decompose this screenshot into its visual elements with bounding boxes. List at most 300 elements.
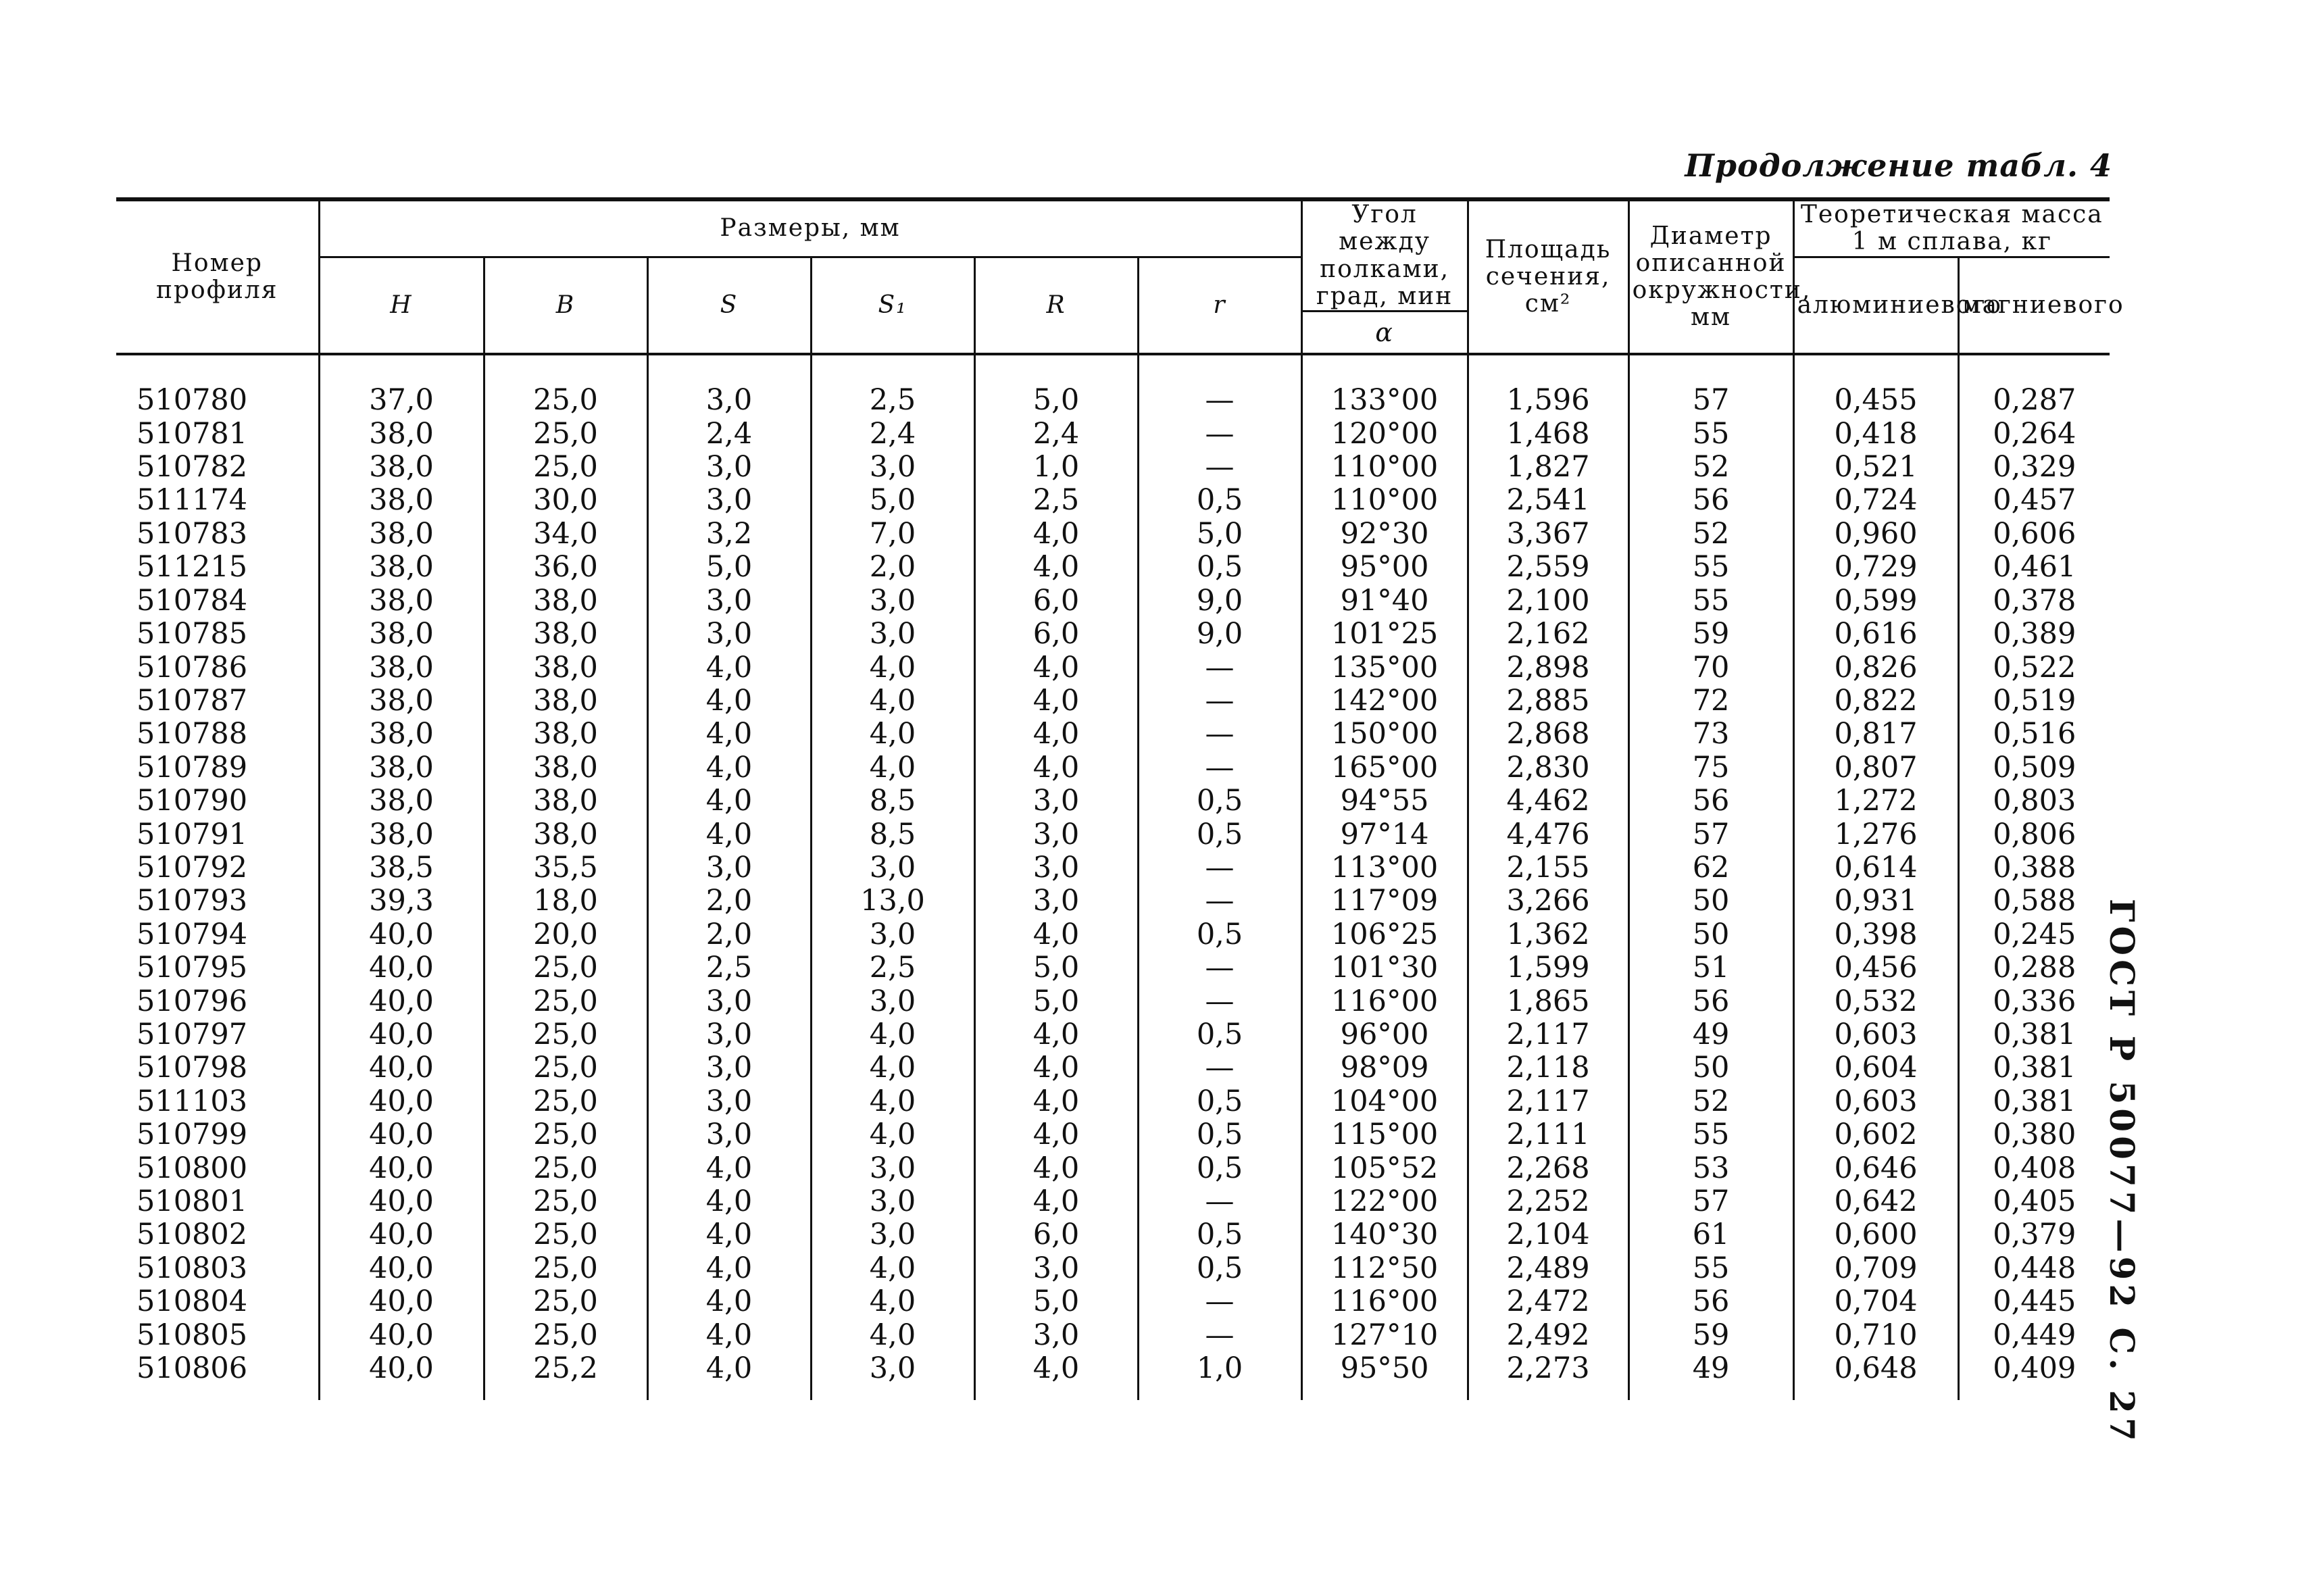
- header-angle: Угол между полками, град, мин: [1301, 199, 1468, 311]
- cell-mass-aluminum: 0,826: [1793, 651, 1958, 684]
- cell-r: —: [1138, 1185, 1301, 1218]
- cell-profile-number: 510798: [136, 1051, 248, 1085]
- cell-area: 3,266: [1468, 884, 1628, 918]
- cell-S: 4,0: [647, 1252, 811, 1285]
- cell-R: 3,0: [974, 851, 1138, 884]
- cell-S1: 3,0: [811, 451, 974, 484]
- cell-mass-magnesium: 0,379: [1958, 1218, 2110, 1251]
- cell-B: 34,0: [484, 518, 647, 551]
- cell-area: 2,111: [1468, 1118, 1628, 1151]
- cell-area: 2,472: [1468, 1285, 1628, 1318]
- cell-mass-magnesium: 0,336: [1958, 985, 2110, 1018]
- cell-S: 4,0: [647, 718, 811, 751]
- cell-angle: 133°00: [1301, 384, 1468, 417]
- table-row: [116, 618, 2110, 651]
- cell-S: 3,0: [647, 851, 811, 884]
- cell-B: 18,0: [484, 884, 647, 918]
- cell-profile-number: 511103: [136, 1084, 248, 1118]
- cell-S1: 3,0: [811, 985, 974, 1018]
- cell-diameter: 55: [1628, 418, 1793, 451]
- cell-H: 38,0: [319, 618, 484, 651]
- cell-diameter: 75: [1628, 751, 1793, 784]
- cell-H: 38,0: [319, 451, 484, 484]
- cell-angle: 94°55: [1301, 784, 1468, 818]
- cell-H: 38,0: [319, 651, 484, 684]
- cell-S1: 2,5: [811, 384, 974, 417]
- cell-mass-magnesium: 0,288: [1958, 951, 2110, 984]
- cell-S: 3,0: [647, 1085, 811, 1118]
- cell-diameter: 56: [1628, 1285, 1793, 1318]
- cell-S1: 4,0: [811, 1085, 974, 1118]
- cell-R: 3,0: [974, 1319, 1138, 1352]
- cell-S1: 4,0: [811, 751, 974, 784]
- spacer-cell: [1958, 354, 2110, 384]
- cell-mass-magnesium: 0,457: [1958, 484, 2110, 517]
- spacer-cell: [1628, 354, 1793, 384]
- cell-diameter: 49: [1628, 1352, 1793, 1400]
- cell-r: 1,0: [1138, 1352, 1301, 1400]
- cell-r: —: [1138, 951, 1301, 984]
- header-area: Площадь сечения, см²: [1468, 199, 1628, 354]
- cell-angle: 120°00: [1301, 418, 1468, 451]
- cell-diameter: 55: [1628, 584, 1793, 618]
- cell-diameter: 50: [1628, 918, 1793, 951]
- table-row: [116, 951, 2110, 984]
- cell-angle: 101°25: [1301, 618, 1468, 651]
- cell-area: 2,104: [1468, 1218, 1628, 1251]
- cell-S1: 3,0: [811, 1185, 974, 1218]
- cell-B: 25,0: [484, 1118, 647, 1151]
- cell-profile-number: 510799: [136, 1118, 248, 1152]
- cell-R: 4,0: [974, 1185, 1138, 1218]
- cell-diameter: 55: [1628, 551, 1793, 584]
- table-row: [116, 1218, 2110, 1251]
- cell-S: 3,0: [647, 484, 811, 517]
- cell-r: 9,0: [1138, 584, 1301, 618]
- cell-S1: 4,0: [811, 1018, 974, 1051]
- cell-profile-number: 510791: [136, 817, 248, 851]
- cell-H: 40,0: [319, 1185, 484, 1218]
- cell-R: 6,0: [974, 618, 1138, 651]
- header-dimensions: Размеры, мм: [319, 199, 1301, 257]
- header-alpha: α: [1301, 311, 1468, 355]
- cell-profile-number: 510788: [136, 717, 248, 751]
- cell-H: 40,0: [319, 918, 484, 951]
- cell-H: 40,0: [319, 1252, 484, 1285]
- cell-area: 2,885: [1468, 684, 1628, 718]
- cell-diameter: 70: [1628, 651, 1793, 684]
- cell-S1: 5,0: [811, 484, 974, 517]
- cell-mass-magnesium: 0,381: [1958, 1051, 2110, 1084]
- cell-area: 2,541: [1468, 484, 1628, 517]
- header-r: r: [1138, 257, 1301, 354]
- cell-S: 2,5: [647, 951, 811, 984]
- cell-area: 1,599: [1468, 951, 1628, 984]
- cell-r: 5,0: [1138, 518, 1301, 551]
- cell-R: 6,0: [974, 1218, 1138, 1251]
- cell-S1: 3,0: [811, 918, 974, 951]
- cell-mass-magnesium: 0,519: [1958, 684, 2110, 718]
- cell-mass-magnesium: 0,405: [1958, 1185, 2110, 1218]
- cell-S1: 4,0: [811, 684, 974, 718]
- table-row: [116, 1152, 2110, 1185]
- cell-diameter: 61: [1628, 1218, 1793, 1251]
- cell-mass-aluminum: 0,807: [1793, 751, 1958, 784]
- cell-H: 40,0: [319, 1152, 484, 1185]
- cell-mass-magnesium: 0,264: [1958, 418, 2110, 451]
- cell-angle: 127°10: [1301, 1319, 1468, 1352]
- cell-H: 38,0: [319, 551, 484, 584]
- cell-mass-aluminum: 0,642: [1793, 1185, 1958, 1218]
- cell-mass-magnesium: 0,381: [1958, 1085, 2110, 1118]
- cell-B: 25,0: [484, 1252, 647, 1285]
- cell-H: 40,0: [319, 1051, 484, 1084]
- cell-mass-magnesium: 0,803: [1958, 784, 2110, 818]
- cell-profile-number: 510795: [136, 951, 248, 985]
- cell-H: 40,0: [319, 985, 484, 1018]
- cell-r: 0,5: [1138, 918, 1301, 951]
- cell-S: 3,0: [647, 384, 811, 417]
- cell-diameter: 56: [1628, 484, 1793, 517]
- cell-area: 4,476: [1468, 818, 1628, 851]
- cell-mass-magnesium: 0,381: [1958, 1018, 2110, 1051]
- cell-r: 0,5: [1138, 1152, 1301, 1185]
- cell-mass-magnesium: 0,588: [1958, 884, 2110, 918]
- cell-B: 38,0: [484, 684, 647, 718]
- cell-R: 5,0: [974, 384, 1138, 417]
- table-row: [116, 718, 2110, 751]
- spacer-cell: [647, 354, 811, 384]
- cell-S: 2,0: [647, 884, 811, 918]
- cell-diameter: 56: [1628, 784, 1793, 818]
- cell-S1: 4,0: [811, 1051, 974, 1084]
- cell-R: 4,0: [974, 518, 1138, 551]
- cell-profile-number: 510783: [136, 516, 248, 551]
- table-row: [116, 851, 2110, 884]
- cell-mass-magnesium: 0,389: [1958, 618, 2110, 651]
- cell-profile-number: 510804: [136, 1285, 248, 1319]
- cell-H: 40,0: [319, 1018, 484, 1051]
- cell-area: 2,252: [1468, 1185, 1628, 1218]
- cell-S1: 3,0: [811, 851, 974, 884]
- cell-mass-magnesium: 0,509: [1958, 751, 2110, 784]
- cell-area: 2,559: [1468, 551, 1628, 584]
- cell-mass-aluminum: 0,931: [1793, 884, 1958, 918]
- cell-S: 2,4: [647, 418, 811, 451]
- table-row: [116, 884, 2110, 918]
- cell-mass-magnesium: 0,449: [1958, 1319, 2110, 1352]
- cell-mass-magnesium: 0,606: [1958, 518, 2110, 551]
- spacer-cell: [974, 354, 1138, 384]
- cell-R: 1,0: [974, 451, 1138, 484]
- cell-r: 0,5: [1138, 1085, 1301, 1118]
- cell-mass-magnesium: 0,448: [1958, 1252, 2110, 1285]
- cell-diameter: 57: [1628, 818, 1793, 851]
- spacer-cell: [1138, 354, 1301, 384]
- table-row: [116, 384, 2110, 417]
- table-row: [116, 418, 2110, 451]
- cell-r: —: [1138, 451, 1301, 484]
- cell-S: 3,0: [647, 451, 811, 484]
- cell-mass-aluminum: 0,822: [1793, 684, 1958, 718]
- cell-B: 35,5: [484, 851, 647, 884]
- cell-area: 1,865: [1468, 985, 1628, 1018]
- cell-H: 38,0: [319, 584, 484, 618]
- cell-S1: 3,0: [811, 618, 974, 651]
- cell-S1: 7,0: [811, 518, 974, 551]
- cell-diameter: 57: [1628, 1185, 1793, 1218]
- cell-B: 25,0: [484, 384, 647, 417]
- cell-angle: 104°00: [1301, 1085, 1468, 1118]
- cell-r: —: [1138, 651, 1301, 684]
- cell-mass-aluminum: 0,817: [1793, 718, 1958, 751]
- table-row: [116, 551, 2110, 584]
- cell-mass-aluminum: 1,276: [1793, 818, 1958, 851]
- header-B: B: [484, 257, 647, 354]
- cell-area: 2,492: [1468, 1319, 1628, 1352]
- cell-profile-number: 510787: [136, 683, 248, 718]
- cell-H: 40,0: [319, 1285, 484, 1318]
- cell-H: 40,0: [319, 1218, 484, 1251]
- cell-B: 38,0: [484, 818, 647, 851]
- table-header: [116, 199, 2124, 354]
- cell-area: 2,868: [1468, 718, 1628, 751]
- cell-S: 3,0: [647, 584, 811, 618]
- cell-S: 4,0: [647, 818, 811, 851]
- cell-mass-magnesium: 0,445: [1958, 1285, 2110, 1318]
- cell-angle: 116°00: [1301, 1285, 1468, 1318]
- cell-H: 38,0: [319, 418, 484, 451]
- cell-R: 4,0: [974, 684, 1138, 718]
- cell-mass-aluminum: 0,614: [1793, 851, 1958, 884]
- cell-S1: 2,5: [811, 951, 974, 984]
- cell-r: 0,5: [1138, 1252, 1301, 1285]
- cell-angle: 105°52: [1301, 1152, 1468, 1185]
- cell-angle: 165°00: [1301, 751, 1468, 784]
- cell-R: 2,4: [974, 418, 1138, 451]
- cell-profile-number: 511174: [136, 483, 248, 518]
- cell-profile-number: 510785: [136, 617, 248, 651]
- cell-diameter: 49: [1628, 1018, 1793, 1051]
- cell-mass-magnesium: 0,408: [1958, 1152, 2110, 1185]
- header-magnesium: магниевого: [1958, 257, 2110, 354]
- cell-B: 25,0: [484, 1218, 647, 1251]
- cell-r: 0,5: [1138, 784, 1301, 818]
- cell-diameter: 50: [1628, 884, 1793, 918]
- cell-r: 0,5: [1138, 484, 1301, 517]
- cell-B: 38,0: [484, 751, 647, 784]
- cell-H: 38,0: [319, 784, 484, 818]
- cell-mass-aluminum: 0,603: [1793, 1085, 1958, 1118]
- spacer-cell: [319, 354, 484, 384]
- cell-B: 38,0: [484, 651, 647, 684]
- cell-angle: 117°09: [1301, 884, 1468, 918]
- table-row: [116, 1118, 2110, 1151]
- cell-B: 25,0: [484, 1018, 647, 1051]
- cell-angle: 116°00: [1301, 985, 1468, 1018]
- cell-S: 4,0: [647, 1319, 811, 1352]
- cell-r: —: [1138, 851, 1301, 884]
- cell-diameter: 55: [1628, 1118, 1793, 1151]
- cell-area: 2,273: [1468, 1352, 1628, 1400]
- spacer-cell: [811, 354, 974, 384]
- cell-B: 25,0: [484, 1085, 647, 1118]
- cell-diameter: 59: [1628, 1319, 1793, 1352]
- cell-mass-aluminum: 0,600: [1793, 1218, 1958, 1251]
- cell-S1: 4,0: [811, 1252, 974, 1285]
- cell-r: —: [1138, 384, 1301, 417]
- cell-mass-aluminum: 0,521: [1793, 451, 1958, 484]
- cell-mass-aluminum: 0,710: [1793, 1319, 1958, 1352]
- cell-R: 4,0: [974, 1352, 1138, 1400]
- cell-profile-number: 510803: [136, 1251, 248, 1285]
- cell-diameter: 57: [1628, 384, 1793, 417]
- table-row: [116, 1285, 2110, 1318]
- cell-S: 3,0: [647, 1018, 811, 1051]
- table-row: [116, 1352, 2110, 1400]
- spacer-cell: [1301, 354, 1468, 384]
- cell-B: 25,0: [484, 418, 647, 451]
- cell-S1: 8,5: [811, 818, 974, 851]
- cell-R: 4,0: [974, 1118, 1138, 1151]
- cell-S: 4,0: [647, 684, 811, 718]
- table-row: [116, 1185, 2110, 1218]
- cell-S: 2,0: [647, 918, 811, 951]
- header-R: R: [974, 257, 1138, 354]
- cell-profile-number: 510790: [136, 784, 248, 818]
- cell-profile-number: 510794: [136, 917, 248, 951]
- cell-angle: 135°00: [1301, 651, 1468, 684]
- cell-H: 40,0: [319, 1319, 484, 1352]
- cell-angle: 142°00: [1301, 684, 1468, 718]
- cell-mass-aluminum: 0,724: [1793, 484, 1958, 517]
- table-row: [116, 651, 2110, 684]
- cell-area: 2,898: [1468, 651, 1628, 684]
- cell-S1: 4,0: [811, 651, 974, 684]
- cell-B: 36,0: [484, 551, 647, 584]
- cell-B: 25,0: [484, 951, 647, 984]
- cell-area: 2,155: [1468, 851, 1628, 884]
- cell-R: 4,0: [974, 918, 1138, 951]
- cell-H: 39,3: [319, 884, 484, 918]
- cell-B: 25,2: [484, 1352, 647, 1400]
- cell-profile-number: 510805: [136, 1318, 248, 1352]
- cell-S1: 4,0: [811, 1118, 974, 1151]
- cell-area: 2,830: [1468, 751, 1628, 784]
- cell-S1: 3,0: [811, 1152, 974, 1185]
- header-profile-number: Номер профиля: [116, 199, 319, 354]
- cell-angle: 140°30: [1301, 1218, 1468, 1251]
- table-row: [116, 1018, 2110, 1051]
- cell-profile-number: 510802: [136, 1218, 248, 1252]
- cell-r: —: [1138, 751, 1301, 784]
- cell-angle: 110°00: [1301, 451, 1468, 484]
- cell-S: 4,0: [647, 784, 811, 818]
- table-row: [116, 784, 2110, 818]
- cell-area: 2,268: [1468, 1152, 1628, 1185]
- cell-B: 25,0: [484, 985, 647, 1018]
- cell-mass-magnesium: 0,461: [1958, 551, 2110, 584]
- cell-mass-aluminum: 1,272: [1793, 784, 1958, 818]
- cell-B: 38,0: [484, 584, 647, 618]
- cell-diameter: 73: [1628, 718, 1793, 751]
- cell-profile-number: 510796: [136, 984, 248, 1018]
- cell-S1: 4,0: [811, 1319, 974, 1352]
- cell-r: 0,5: [1138, 818, 1301, 851]
- cell-profile-number: 510801: [136, 1184, 248, 1218]
- cell-mass-aluminum: 0,704: [1793, 1285, 1958, 1318]
- table-row: [116, 751, 2110, 784]
- cell-profile-number: 510786: [136, 650, 248, 684]
- table-row: [116, 584, 2110, 618]
- cell-mass-magnesium: 0,522: [1958, 651, 2110, 684]
- cell-S1: 4,0: [811, 718, 974, 751]
- cell-profile-number: 510793: [136, 884, 248, 918]
- cell-mass-magnesium: 0,516: [1958, 718, 2110, 751]
- table-row: [116, 985, 2110, 1018]
- cell-area: 1,362: [1468, 918, 1628, 951]
- cell-profile-number: 510792: [136, 850, 248, 884]
- cell-diameter: 62: [1628, 851, 1793, 884]
- cell-r: —: [1138, 1285, 1301, 1318]
- cell-profile-number: 510800: [136, 1151, 248, 1185]
- cell-angle: 101°30: [1301, 951, 1468, 984]
- cell-S: 4,0: [647, 1152, 811, 1185]
- cell-R: 4,0: [974, 651, 1138, 684]
- cell-area: 2,118: [1468, 1051, 1628, 1084]
- cell-mass-magnesium: 0,378: [1958, 584, 2110, 618]
- cell-area: 1,596: [1468, 384, 1628, 417]
- table-row: [116, 1051, 2110, 1084]
- cell-S: 3,0: [647, 985, 811, 1018]
- cell-area: 2,100: [1468, 584, 1628, 618]
- cell-angle: 95°00: [1301, 551, 1468, 584]
- table-row: [116, 918, 2110, 951]
- table-row: [116, 1319, 2110, 1352]
- cell-S: 4,0: [647, 1218, 811, 1251]
- cell-profile-number: 510781: [136, 416, 248, 451]
- cell-H: 38,0: [319, 751, 484, 784]
- cell-B: 30,0: [484, 484, 647, 517]
- cell-mass-aluminum: 0,599: [1793, 584, 1958, 618]
- header-S: S: [647, 257, 811, 354]
- cell-mass-aluminum: 0,602: [1793, 1118, 1958, 1151]
- spacer-cell: [116, 354, 319, 384]
- cell-S1: 8,5: [811, 784, 974, 818]
- spacer-row: [116, 354, 2110, 384]
- cell-B: 25,0: [484, 1051, 647, 1084]
- cell-S1: 2,0: [811, 551, 974, 584]
- cell-mass-aluminum: 0,616: [1793, 618, 1958, 651]
- cell-mass-magnesium: 0,245: [1958, 918, 2110, 951]
- cell-angle: 122°00: [1301, 1185, 1468, 1218]
- table-row: [116, 684, 2110, 718]
- cell-B: 25,0: [484, 1185, 647, 1218]
- cell-mass-magnesium: 0,287: [1958, 384, 2110, 417]
- cell-mass-aluminum: 0,532: [1793, 985, 1958, 1018]
- cell-B: 25,0: [484, 1319, 647, 1352]
- cell-S: 4,0: [647, 751, 811, 784]
- cell-H: 40,0: [319, 951, 484, 984]
- cell-R: 4,0: [974, 551, 1138, 584]
- header-S1: S₁: [811, 257, 974, 354]
- table-row: [116, 484, 2110, 517]
- cell-mass-aluminum: 0,418: [1793, 418, 1958, 451]
- cell-S1: 3,0: [811, 1218, 974, 1251]
- table-caption: Продолжение табл. 4: [1685, 147, 2112, 184]
- cell-profile-number: 511215: [136, 550, 248, 584]
- cell-mass-aluminum: 0,709: [1793, 1252, 1958, 1285]
